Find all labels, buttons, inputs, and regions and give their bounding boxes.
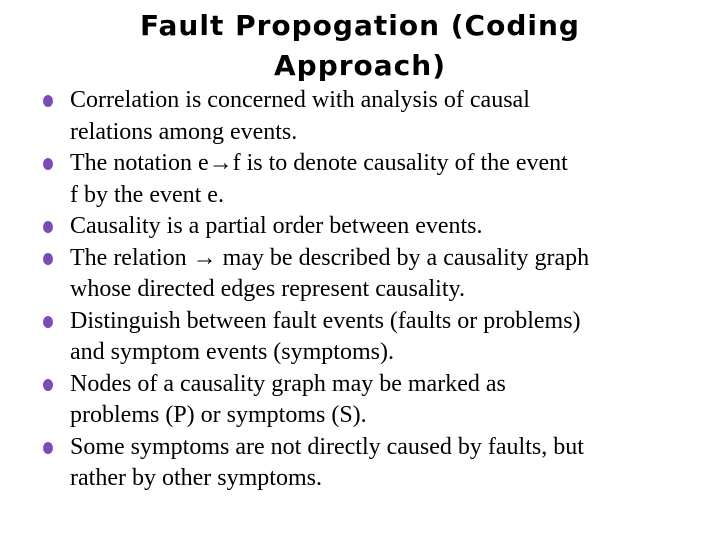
bullet-text-line: problems (P) or symptoms (S). — [70, 402, 367, 428]
bullet-text-line: The notation e→f is to denote causality of the event — [70, 150, 568, 176]
bullet-item — [40, 432, 700, 495]
bullet-text-line: Distinguish between fault events (faults or problems) — [70, 307, 581, 334]
bullet-text-line: The relation → may be described by a causality graph — [70, 244, 590, 271]
bullet-text-line: and symptom events (symptoms). — [70, 339, 394, 365]
bullet-item — [40, 369, 700, 432]
bullet-item — [40, 148, 700, 211]
bullet-list — [40, 85, 700, 495]
bullet-dot-icon — [43, 316, 53, 328]
bullet-item — [40, 85, 700, 148]
bullet-dot-icon — [43, 253, 53, 265]
slide-title — [60, 6, 660, 86]
bullet-dot-icon — [43, 379, 53, 391]
bullet-dot-icon — [43, 95, 53, 107]
bullet-dot-icon — [43, 442, 53, 454]
bullet-item — [40, 306, 700, 369]
bullet-text-line: f by the event e. — [70, 181, 224, 208]
bullet-item — [40, 211, 700, 243]
bullet-item — [40, 243, 700, 306]
bullet-dot-icon — [43, 158, 53, 170]
bullet-text-line: whose directed edges represent causality. — [70, 276, 465, 302]
bullet-text-line: Causality is a partial order between events. — [70, 213, 483, 239]
bullet-text-line: Correlation is concerned with analysis of causal — [70, 87, 530, 113]
slide-title-line-2: Approach) — [273, 49, 447, 82]
bullet-text-line: Nodes of a causality graph may be marked as — [70, 370, 506, 397]
bullet-dot-icon — [43, 221, 53, 233]
slide-title-line-1: Fault Propogation (Coding — [140, 9, 580, 42]
bullet-text-line: rather by other symptoms. — [70, 465, 322, 491]
bullet-text-line: relations among events. — [70, 118, 298, 145]
bullet-text-line: Some symptoms are not directly caused by faults, but — [70, 433, 584, 460]
